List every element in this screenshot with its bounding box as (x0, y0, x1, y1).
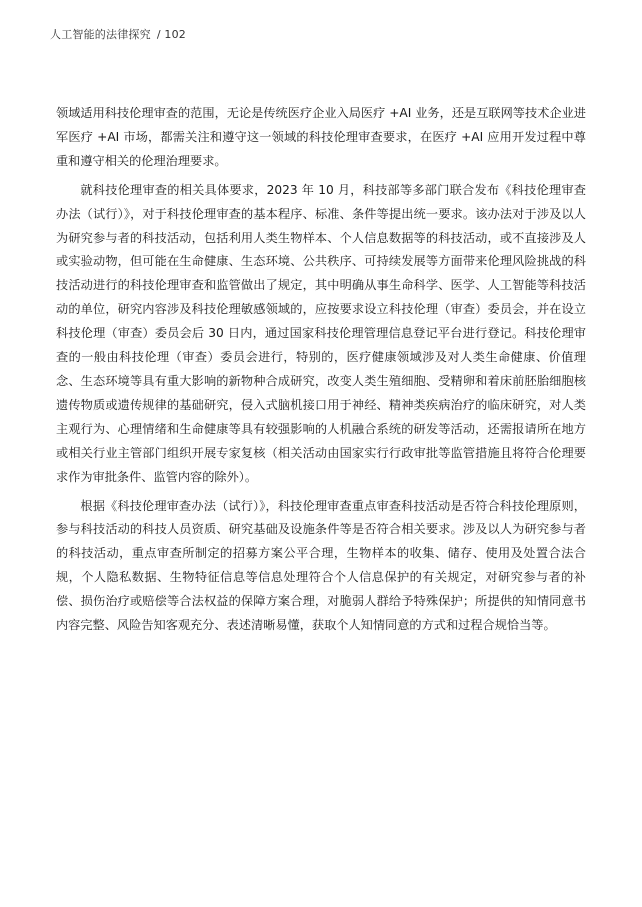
book-title: 人工智能的法律探究 (50, 28, 151, 41)
paragraph-continuation: 领域适用科技伦理审查的范围，无论是传统医疗企业入局医疗 +AI 业务，还是互联网等技术企业进军医疗 +AI 市场，都需关注和遵守这一领域的科技伦理审查要求，在医疗 +AI 应用开发过程中尊重和遵守相关的伦理治理要求。 (56, 106, 586, 168)
running-header (50, 28, 186, 42)
page-number: / 102 (156, 28, 187, 41)
paragraph-review-requirements: 就科技伦理审查的相关具体要求，2023 年 10 月，科技部等多部门联合发布《科技伦理审查办法（试行）》，对于科技伦理审查的基本程序、标准、条件等提出统一要求。该办法对于涉及以人为研究参与者的科技活动，包括利用人类生物样本、个人信息数据等的科技活动，或不直接涉及人或实验动物，但可能在生命健康、生态环境、公共秩序、可持续发展等方面带来伦理风险挑战的科技活动进行的科技伦理审查和监管做出了规定，其中明确从事生命科学、医学、人工智能等科技活动的单位，研究内容涉及科技伦理敏感领域的，应按要求设立科技伦理（审查）委员会，并在设立科技伦理（审查）委员会后 30 日内，通过国家科技伦理管理信息登记平台进行登记。科技伦理审查的一般由科技伦理（审查）委员会进行，特别的，医疗健康领域涉及对人类生命健康、价值理念、生态环境等具有重大影响的新物种合成研究，改变人类生殖细胞、受精卵和着床前胚胎细胞核遗传物质或遗传规律的基础研究，侵入式脑机接口用于神经、精神类疾病治疗的临床研究，对人类主观行为、心理情绪和生命健康等具有较强影响的人机融合系统的研发等活动，还需报请所在地方或相关行业主管部门组织开展专家复核（相关活动由国家实行行政审批等监管措施且将符合伦理要求作为审批条件、监管内容的除外）。 (56, 182, 586, 484)
body-text (56, 102, 586, 643)
paragraph-review-focus: 根据《科技伦理审查办法（试行）》，科技伦理审查重点审查科技活动是否符合科技伦理原则，参与科技活动的科技人员资质、研究基础及设施条件等是否符合相关要求。涉及以人为研究参与者的科技活动，重点审查所制定的招募方案公平合理，生物样本的收集、储存、使用及处置合法合规，个人隐私数据、生物特征信息等信息处理符合个人信息保护的有关规定，对研究参与者的补偿、损伤治疗或赔偿等合法权益的保障方案合理，对脆弱人群给予特殊保护；所提供的知情同意书内容完整、风险告知客观充分、表述清晰易懂，获取个人知情同意的方式和过程合规恰当等。 (56, 498, 586, 633)
